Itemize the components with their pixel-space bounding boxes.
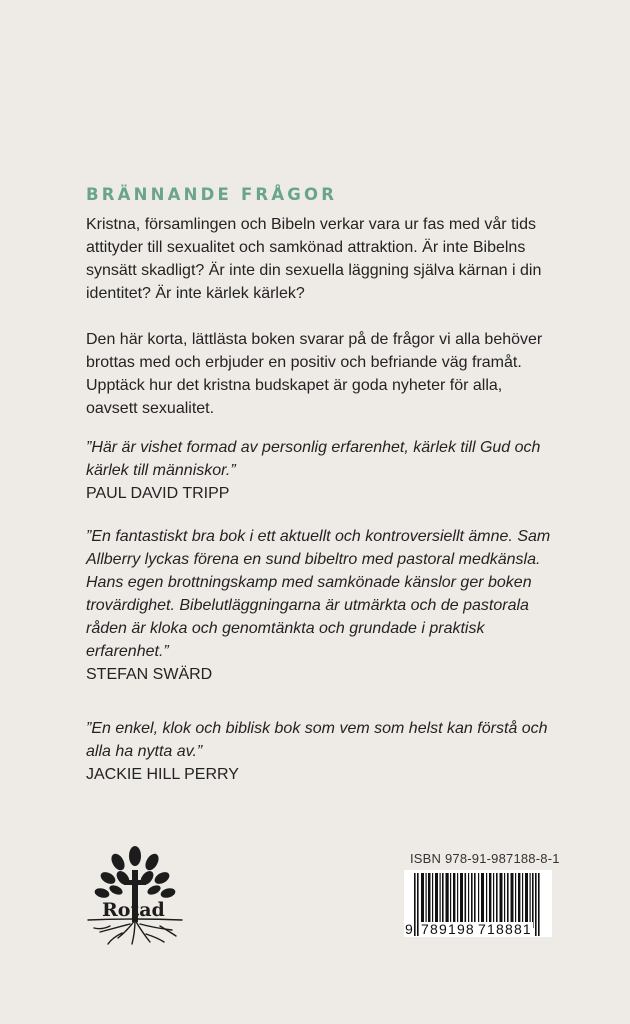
quote-author: JACKIE HILL PERRY [86,766,239,783]
quote-author: PAUL DAVID TRIPP [86,485,230,502]
description-paragraph-2: Den här korta, lättlästa boken svarar på de frågor vi alla behöver brottas med och erbjuder en positiv och befriande väg framåt. Upptäck hur det kristna budskapet är goda nyheter för alla, oavsett sexualitet. [86,331,543,417]
isbn-barcode [404,870,552,937]
quote-text: ”Här är vishet formad av personlig erfarenhet, kärlek till Gud och kärlek till människor.” [86,439,541,479]
quote-text: ”En fantastiskt bra bok i ett aktuellt och kontroversiellt ämne. Sam Allberry lyckas förena en sund bibeltro med pastoral medkänsla. Hans egen brottningskamp med samkönade känslor ger boken trovärdighet. Bibelutläggningarna är utmärkta och de pastorala råden är kloka och genomtänkta och grundade i praktisk erfarenhet.” [86,528,551,660]
barcode-first-digit: 9 [405,921,413,937]
endorsement-quote-2 [86,525,556,686]
barcode-left-digits: 789198 [421,921,475,937]
endorsement-quote-3 [86,717,556,786]
tree-cross-roots-icon [80,838,190,948]
barcode-right-digits: 718881 [478,921,532,937]
isbn-label: ISBN 978-91-987188-8-1 [410,851,560,866]
endorsement-quote-1 [86,436,556,505]
section-heading: BRÄNNANDE FRÅGOR [86,185,338,204]
description-paragraph-1: Kristna, församlingen och Bibeln verkar vara ur fas med vår tids attityder till sexualitet och samkönad attraktion. Är inte Bibelns synsätt skadligt? Är inte din sexuella läggning själva kärnan i din identitet? Är inte kärlek kärlek? [86,216,542,302]
publisher-name: Rotad [102,899,165,921]
publisher-logo [80,838,190,948]
quote-author: STEFAN SWÄRD [86,666,213,683]
quote-text: ”En enkel, klok och biblisk bok som vem som helst kan förstå och alla ha nytta av.” [86,720,548,760]
